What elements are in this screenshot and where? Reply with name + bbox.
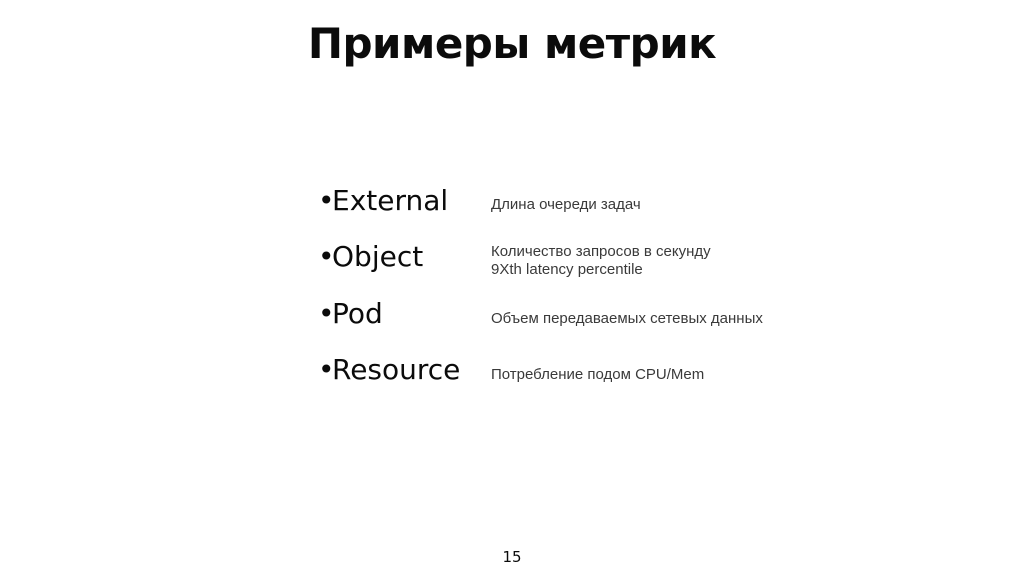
metric-term-label: External: [332, 184, 449, 217]
metric-description-resource: [491, 366, 704, 384]
bullet-icon: •: [318, 184, 335, 217]
description-line: Объем передаваемых сетевых данных: [491, 310, 763, 327]
metric-term-object: [318, 240, 423, 274]
page-number: 15: [502, 548, 522, 566]
metric-term-label: Pod: [332, 297, 383, 330]
metric-term-external: [318, 184, 448, 218]
metric-description-external: [491, 196, 641, 214]
description-line: Длина очереди задач: [491, 196, 641, 213]
metric-term-label: Object: [332, 240, 424, 273]
bullet-icon: •: [318, 240, 335, 273]
metric-term-pod: [318, 297, 383, 331]
metric-description-object: [491, 243, 711, 279]
metric-description-pod: [491, 310, 763, 328]
metric-term-label: Resource: [332, 353, 461, 386]
description-line: Потребление подом CPU/Mem: [491, 366, 705, 383]
bullet-icon: •: [318, 297, 335, 330]
description-line: Количество запросов в секунду: [491, 243, 711, 260]
metric-term-resource: [318, 353, 460, 387]
description-line: 9Xth latency percentile: [491, 261, 643, 278]
slide-title: Примеры метрик: [307, 19, 717, 68]
bullet-icon: •: [318, 353, 335, 386]
